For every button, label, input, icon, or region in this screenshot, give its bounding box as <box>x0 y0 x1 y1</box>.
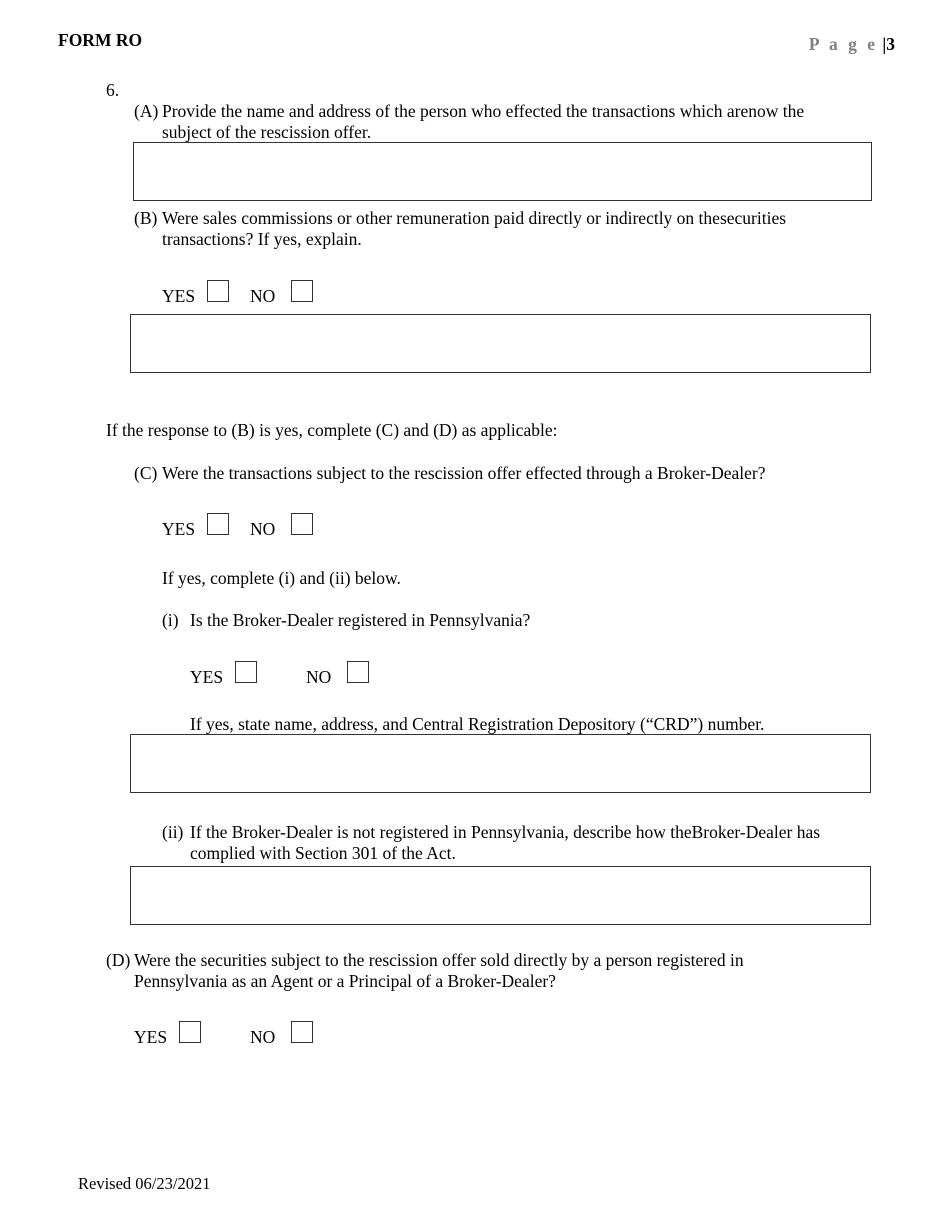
yes-checkbox-6c-i[interactable] <box>235 661 257 683</box>
yes-no-6b <box>162 280 362 306</box>
conditional-intro: If the response to (B) is yes, complete (C) and (D) as applicable: <box>106 420 558 440</box>
question-6c-i-followup: If yes, state name, address, and Central Registration Depository (“CRD”) number. <box>190 714 765 734</box>
page-word: P a g e <box>808 34 879 54</box>
question-6c-ii-text: If the Broker-Dealer is not registered in Pennsylvania, describe how theBroker-Dealer has complied with Section 301 of the Act. <box>190 822 821 863</box>
question-6b-label: (B) <box>134 208 158 228</box>
answer-box-6a[interactable] <box>133 142 872 201</box>
question-6c-i <box>162 610 852 631</box>
answer-box-6c-ii[interactable] <box>130 866 871 925</box>
page-number-value: 3 <box>886 34 895 54</box>
yes-label-6d: YES <box>134 1027 168 1047</box>
yes-checkbox-6d[interactable] <box>179 1021 201 1043</box>
no-label-6c-i: NO <box>306 667 332 687</box>
question-6c-i-text: Is the Broker-Dealer registered in Pennsylvania? <box>190 610 531 630</box>
question-6c-ii <box>162 822 862 864</box>
yes-checkbox-6c[interactable] <box>207 513 229 535</box>
question-6c-label: (C) <box>134 463 158 483</box>
no-label-6b: NO <box>250 286 276 306</box>
no-label-6c: NO <box>250 519 276 539</box>
question-6c-i-label: (i) <box>162 610 179 630</box>
question-number: 6. <box>106 80 120 100</box>
yes-label-6c: YES <box>162 519 196 539</box>
yes-no-6c <box>162 513 362 539</box>
yes-no-6d <box>134 1021 334 1047</box>
yes-label-6b: YES <box>162 286 196 306</box>
question-6b <box>134 208 854 250</box>
question-6b-text: Were sales commissions or other remuneration paid directly or indirectly on thesecurities transactions? If yes, explain. <box>162 208 787 249</box>
no-checkbox-6c-i[interactable] <box>347 661 369 683</box>
form-title: FORM RO <box>58 30 143 50</box>
question-6c-followup: If yes, complete (i) and (ii) below. <box>162 568 401 588</box>
answer-box-6c-i[interactable] <box>130 734 871 793</box>
question-6a <box>134 101 854 143</box>
no-checkbox-6b[interactable] <box>291 280 313 302</box>
yes-checkbox-6b[interactable] <box>207 280 229 302</box>
yes-label-6c-i: YES <box>190 667 224 687</box>
question-6c-ii-label: (ii) <box>162 822 184 842</box>
page-number <box>809 34 895 55</box>
no-checkbox-6c[interactable] <box>291 513 313 535</box>
no-label-6d: NO <box>250 1027 276 1047</box>
no-checkbox-6d[interactable] <box>291 1021 313 1043</box>
answer-box-6b[interactable] <box>130 314 871 373</box>
question-6c-text: Were the transactions subject to the rescission offer effected through a Broker-Dealer? <box>162 463 766 483</box>
revised-date: Revised 06/23/2021 <box>78 1174 211 1193</box>
question-6c <box>134 463 854 484</box>
page-separator: | <box>882 34 887 54</box>
question-6a-text: Provide the name and address of the person who effected the transactions which arenow the subject of the rescission offer. <box>162 101 805 142</box>
question-6a-label: (A) <box>134 101 159 121</box>
question-6d-label: (D) <box>106 950 131 970</box>
yes-no-6c-i <box>190 661 390 687</box>
question-6d <box>106 950 796 992</box>
question-6d-text: Were the securities subject to the rescission offer sold directly by a person registered in Pennsylvania as an Agent or a Principal of a Broker-Dealer? <box>134 950 744 991</box>
